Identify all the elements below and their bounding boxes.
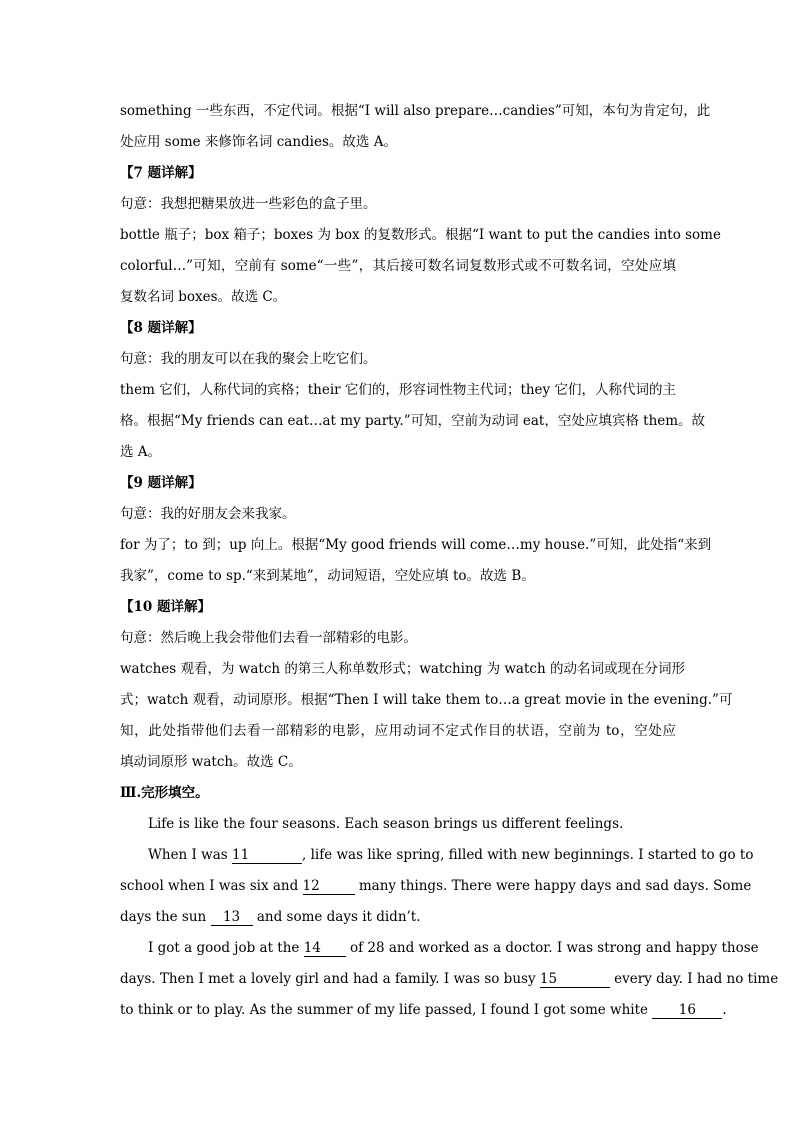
explanation-line: 句意：我的好朋友会来我家。 — [120, 506, 296, 522]
explanation-line: 我家”，come to sp.“来到某地”，动词短语，空处应填 to。故选 B。 — [120, 568, 535, 584]
cloze-line: days the sun 13 and some days it didn’t. — [120, 909, 421, 925]
blank-13[interactable]: 13 — [211, 909, 253, 926]
question-heading: 【8 题详解】 — [120, 320, 202, 336]
explanation-line: 式；watch 观看，动词原形。根据“Then I will take them to…a great movie in the evening.”可 — [120, 692, 733, 708]
blank-14[interactable]: 14 — [304, 940, 346, 957]
blank-11[interactable]: 11 — [232, 847, 302, 864]
explanation-line: 句意：我想把糖果放进一些彩色的盒子里。 — [120, 196, 377, 212]
explanation-line: something 一些东西，不定代词。根据“I will also prepare…candies”可知，本句为肯定句，此 — [120, 103, 711, 119]
cloze-line: days. Then I met a lovely girl and had a family. I was so busy 15 every day. I had no time — [120, 971, 779, 987]
explanation-line: 格。根据“My friends can eat…at my party.”可知，空前为动词 eat，空处应填宾格 them。故 — [120, 413, 706, 429]
explanation-line: them 它们，人称代词的宾格；their 它们的，形容词性物主代词；they 它们，人称代词的主 — [120, 382, 676, 398]
explanation-line: 填动词原形 watch。故选 C。 — [120, 754, 302, 770]
cloze-line: I got a good job at the 14 of 28 and worked as a doctor. I was strong and happy those — [148, 940, 759, 956]
explanation-line: bottle 瓶子；box 箱子；boxes 为 box 的复数形式。根据“I want to put the candies into some — [120, 227, 721, 243]
blank-16[interactable]: 16 — [652, 1002, 722, 1019]
document-page — [120, 96, 779, 1026]
section-title: Ⅲ.完形填空。 — [120, 785, 209, 801]
cloze-line: Life is like the four seasons. Each season brings us different feelings. — [148, 816, 624, 832]
cloze-line: to think or to play. As the summer of my life passed, I found I got some white 16 . — [120, 1002, 727, 1018]
explanation-line: 处应用 some 来修饰名词 candies。故选 A。 — [120, 134, 397, 150]
question-heading: 【10 题详解】 — [120, 599, 211, 615]
cloze-passage — [120, 809, 779, 1026]
explanation-line: 选 A。 — [120, 444, 162, 460]
question-heading: 【7 题详解】 — [120, 165, 202, 181]
cloze-line: When I was 11 , life was like spring, filled with new beginnings. I started to go to — [148, 847, 754, 863]
blank-12[interactable]: 12 — [303, 878, 355, 895]
question-heading: 【9 题详解】 — [120, 475, 202, 491]
blank-15[interactable]: 15 — [540, 971, 610, 988]
explanation-line: 句意：然后晚上我会带他们去看一部精彩的电影。 — [120, 630, 417, 646]
cloze-line: school when I was six and 12 many things. There were happy days and sad days. Some — [120, 878, 752, 894]
explanation-section — [120, 96, 733, 778]
explanation-line: watches 观看，为 watch 的第三人称单数形式；watching 为 watch 的动名词或现在分词形 — [120, 661, 685, 677]
explanation-line: 复数名词 boxes。故选 C。 — [120, 289, 287, 305]
explanation-line: 句意：我的朋友可以在我的聚会上吃它们。 — [120, 351, 377, 367]
explanation-line: colorful…”可知，空前有 some“一些”，其后接可数名词复数形式或不可数名词，空处应填 — [120, 258, 676, 274]
explanation-line: 知，此处指带他们去看一部精彩的电影，应用动词不定式作目的状语，空前为 to，空处应 — [120, 723, 676, 739]
explanation-line: for 为了；to 到；up 向上。根据“My good friends will come…my house.”可知，此处指“来到 — [120, 537, 712, 553]
